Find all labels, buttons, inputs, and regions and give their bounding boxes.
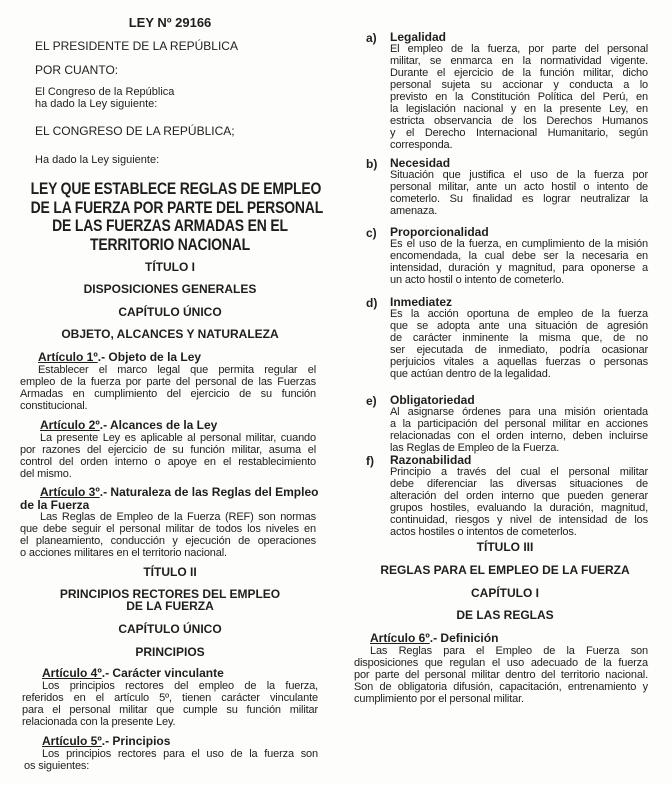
principle-body — [390, 394, 648, 454]
principle-body — [390, 296, 648, 380]
article-4 — [22, 667, 318, 728]
text-line: empleo de la fuerza por parte del personal de las Fuerzas — [20, 375, 316, 388]
principle-marker: f) — [366, 454, 374, 468]
text-line: que se adopta ante una situación de agresión — [390, 320, 648, 332]
text-line: Principio a través del cual el personal militar — [390, 466, 648, 478]
principle-body — [390, 226, 648, 286]
text-line: constitucional. — [20, 399, 88, 412]
principle-body — [390, 157, 648, 217]
text-line: relacionadas con el orden interno, deben incluirse — [390, 430, 648, 442]
principle-c — [366, 226, 648, 286]
text-line: estricta observancia de los Derechos Humanos — [390, 115, 648, 127]
titulo-2-name-line: PRINCIPIOS RECTORES DEL EMPLEO — [59, 587, 281, 601]
principle-body — [390, 454, 648, 538]
law-title-line: TERRITORIO NACIONAL — [89, 234, 251, 254]
el-congreso: EL CONGRESO DE LA REPÚBLICA; — [35, 124, 235, 138]
text-line: relacionada con la presente Ley. — [22, 715, 176, 728]
principle-name: Razonabilidad — [390, 453, 472, 467]
text-line: intensidad, duración y magnitud, para oponerse a — [390, 262, 648, 274]
principle-body — [390, 31, 648, 151]
text-line: Establecer el marco legal que permita regular el — [38, 363, 316, 376]
text-line: Durante el ejercicio de la función militar, dicho — [390, 67, 648, 79]
text-line: ser ejecutada de inmediato, podría ocasionar — [390, 344, 648, 356]
principle-name: Obligatoriedad — [390, 393, 475, 407]
titulo-1-chapter: CAPÍTULO ÚNICO — [118, 305, 222, 319]
principle-marker: a) — [366, 31, 377, 45]
article-body — [354, 645, 648, 705]
text-line: Los principios rectores del empleo de la fuerza, — [42, 679, 318, 692]
titulo-3: TÍTULO III — [476, 540, 534, 554]
article-3 — [20, 485, 319, 559]
text-line: debe diferenciar las diversas situaciones de — [390, 478, 648, 490]
titulo-1-name: DISPOSICIONES GENERALES — [83, 282, 257, 296]
law-title — [0, 180, 340, 254]
law-title-line: DE LA FUERZA POR PARTE DEL PERSONAL — [30, 197, 324, 217]
text-line: alteración del orden interno que pueden generar — [390, 490, 648, 502]
law-number: LEY Nº 29166 — [128, 15, 212, 30]
law-title-line: LEY QUE ESTABLECE REGLAS DE EMPLEO — [30, 179, 322, 198]
text-line: para el personal militar que cumple su función militar — [22, 703, 318, 716]
text-line: personal sujeta su accionar y conducta a lo — [390, 79, 648, 91]
text-line: Al asignarse órdenes para una misión orientada — [390, 406, 648, 418]
text-line: Las Reglas para el Empleo de la Fuerza son — [370, 644, 648, 657]
text-line: Armadas en cumplimiento del ejercicio de su función — [20, 387, 316, 400]
article-label: Artículo 4º — [42, 666, 102, 680]
principle-d — [366, 296, 648, 380]
titulo-1-chapter-name: OBJETO, ALCANCES Y NATURALEZA — [61, 327, 279, 341]
titulo-2-name-line: DE LA FUERZA — [126, 599, 214, 613]
principle-name: Proporcionalidad — [390, 225, 489, 239]
article-heading: .- Carácter vinculante — [101, 666, 224, 680]
article-label: Artículo 2º — [40, 418, 100, 432]
text-line: Son de obligatoria difusión, capacitación, entrenamiento y — [354, 680, 648, 693]
text-line: amenaza. — [390, 205, 438, 217]
titulo-1: TÍTULO I — [145, 260, 195, 274]
text-line: o acciones militares en el territorio nacional. — [20, 547, 227, 559]
article-label: Artículo 6º — [370, 631, 430, 645]
congress-line-2: ha dado la Ley siguiente: — [35, 98, 158, 110]
article-label: Artículo 5º — [42, 734, 102, 748]
text-line: Es la acción oportuna de empleo de la fuerza — [390, 308, 648, 320]
titulo-3-chapter-name: DE LAS REGLAS — [456, 608, 554, 622]
text-line: un acto hostil o intento de cometerlo. — [390, 274, 565, 286]
article-body — [24, 748, 318, 772]
text-line: personal militar, ante un acto hostil o intento de — [390, 181, 648, 193]
principle-b — [366, 157, 648, 217]
text-line: El empleo de la fuerza, por parte del personal — [390, 43, 648, 55]
article-heading: .- Naturaleza de las Reglas del Empleo — [99, 485, 319, 499]
text-line: corresponda. — [390, 139, 453, 151]
text-line: Los principios rectores para el uso de la fuerza son — [42, 747, 318, 760]
text-line: grupos hostiles, evaluando la duración, magnitud, — [390, 502, 648, 514]
article-2 — [20, 419, 316, 480]
text-line: a la participación del personal militar en acciones — [390, 418, 648, 430]
text-line: del mismo. — [20, 467, 72, 480]
text-line: y el Derecho Internacional Humanitario, según — [390, 127, 648, 139]
titulo-3-name: REGLAS PARA EL EMPLEO DE LA FUERZA — [380, 563, 630, 577]
article-body — [22, 680, 318, 728]
congress-line-1: El Congreso de la República — [35, 86, 175, 98]
principle-name: Inmediatez — [390, 295, 453, 309]
text-line: continuidad, riesgos y nivel de intensidad de los — [390, 514, 648, 526]
text-line: Es el uso de la fuerza, en cumplimiento de la misión — [390, 238, 648, 250]
text-line: Situación que justifica el uso de la fuerza por — [390, 169, 648, 181]
article-label: Artículo 1º — [38, 350, 98, 364]
text-line: La presente Ley es aplicable al personal militar, cuando — [40, 431, 316, 444]
titulo-2-name — [20, 588, 320, 612]
principle-marker: c) — [366, 226, 377, 240]
titulo-3-chapter: CAPÍTULO I — [471, 586, 539, 600]
text-line: previsto en la Constitución Política del Perú, en — [390, 91, 648, 103]
text-line: por razones del ejercicio de su función militar, asuma el — [20, 443, 316, 456]
principle-name: Necesidad — [390, 156, 451, 170]
text-line: por parte del personal militar dentro del territorio nacional. — [354, 668, 648, 681]
article-label: Artículo 3º — [40, 485, 100, 499]
text-line: que actúan dentro de la legalidad. — [390, 368, 551, 380]
article-heading: .- Alcances de la Ley — [99, 418, 218, 432]
principle-f — [366, 454, 648, 538]
principle-e — [366, 394, 648, 454]
text-line: la legislación nacional y en la presente Ley, en — [390, 103, 648, 115]
text-line: las Reglas de Empleo de la Fuerza. — [390, 442, 560, 454]
president-line: EL PRESIDENTE DE LA REPÚBLICA — [35, 39, 238, 53]
article-body — [20, 364, 316, 412]
text-line: cumplimiento por el personal militar. — [354, 692, 524, 705]
text-line: militar, se enmarca en la normatividad vigente. — [390, 55, 648, 67]
text-line: os siguientes: — [24, 759, 90, 772]
titulo-2: TÍTULO II — [143, 565, 197, 579]
article-5 — [24, 735, 318, 772]
text-line: Las Reglas de Empleo de la Fuerza (REF) son normas — [40, 511, 316, 523]
text-line: actos hostiles o intentos de cometerlos. — [390, 526, 577, 538]
principle-marker: e) — [366, 394, 377, 408]
titulo-2-chapter-name: PRINCIPIOS — [135, 645, 205, 659]
text-line: cometerlo. Su finalidad es lograr neutralizar la — [390, 193, 648, 205]
text-line: perjuicios vitales a aquellas fuerzas o personas — [390, 356, 648, 368]
text-line: encomendada, la cual debe ser la necesaria en — [390, 250, 648, 262]
text-line: de carácter inminente la misma que, de no — [390, 332, 648, 344]
article-body — [20, 511, 316, 559]
text-line: control del orden interno o apoye en el restablecimiento — [20, 455, 316, 468]
article-body — [20, 432, 316, 480]
article-heading: .- Principios — [101, 734, 171, 748]
principle-marker: b) — [366, 157, 378, 171]
ha-dado: Ha dado la Ley siguiente: — [35, 154, 160, 166]
principle-a — [366, 31, 648, 151]
text-line: disposiciones que regulan el uso adecuado de la fuerza — [354, 656, 648, 669]
por-cuanto: POR CUANTO: — [35, 63, 119, 77]
text-line: referidos en el artículo 5º, tienen carácter vinculante — [22, 691, 318, 704]
text-line: que debe seguir el personal militar de todos los niveles en — [20, 523, 316, 535]
article-heading: .- Definición — [429, 631, 499, 645]
article-heading-cont: de la Fuerza — [20, 497, 90, 512]
article-1 — [20, 351, 316, 412]
article-heading: .- Objeto de la Ley — [97, 350, 202, 364]
principle-name: Legalidad — [390, 30, 447, 44]
titulo-2-chapter: CAPÍTULO ÚNICO — [118, 622, 222, 636]
law-title-line: DE LAS FUERZAS ARMADAS EN EL — [52, 216, 288, 235]
text-line: el planeamiento, conducción y ejecución de operaciones — [20, 535, 316, 547]
principle-marker: d) — [366, 296, 378, 310]
article-6 — [354, 632, 648, 705]
